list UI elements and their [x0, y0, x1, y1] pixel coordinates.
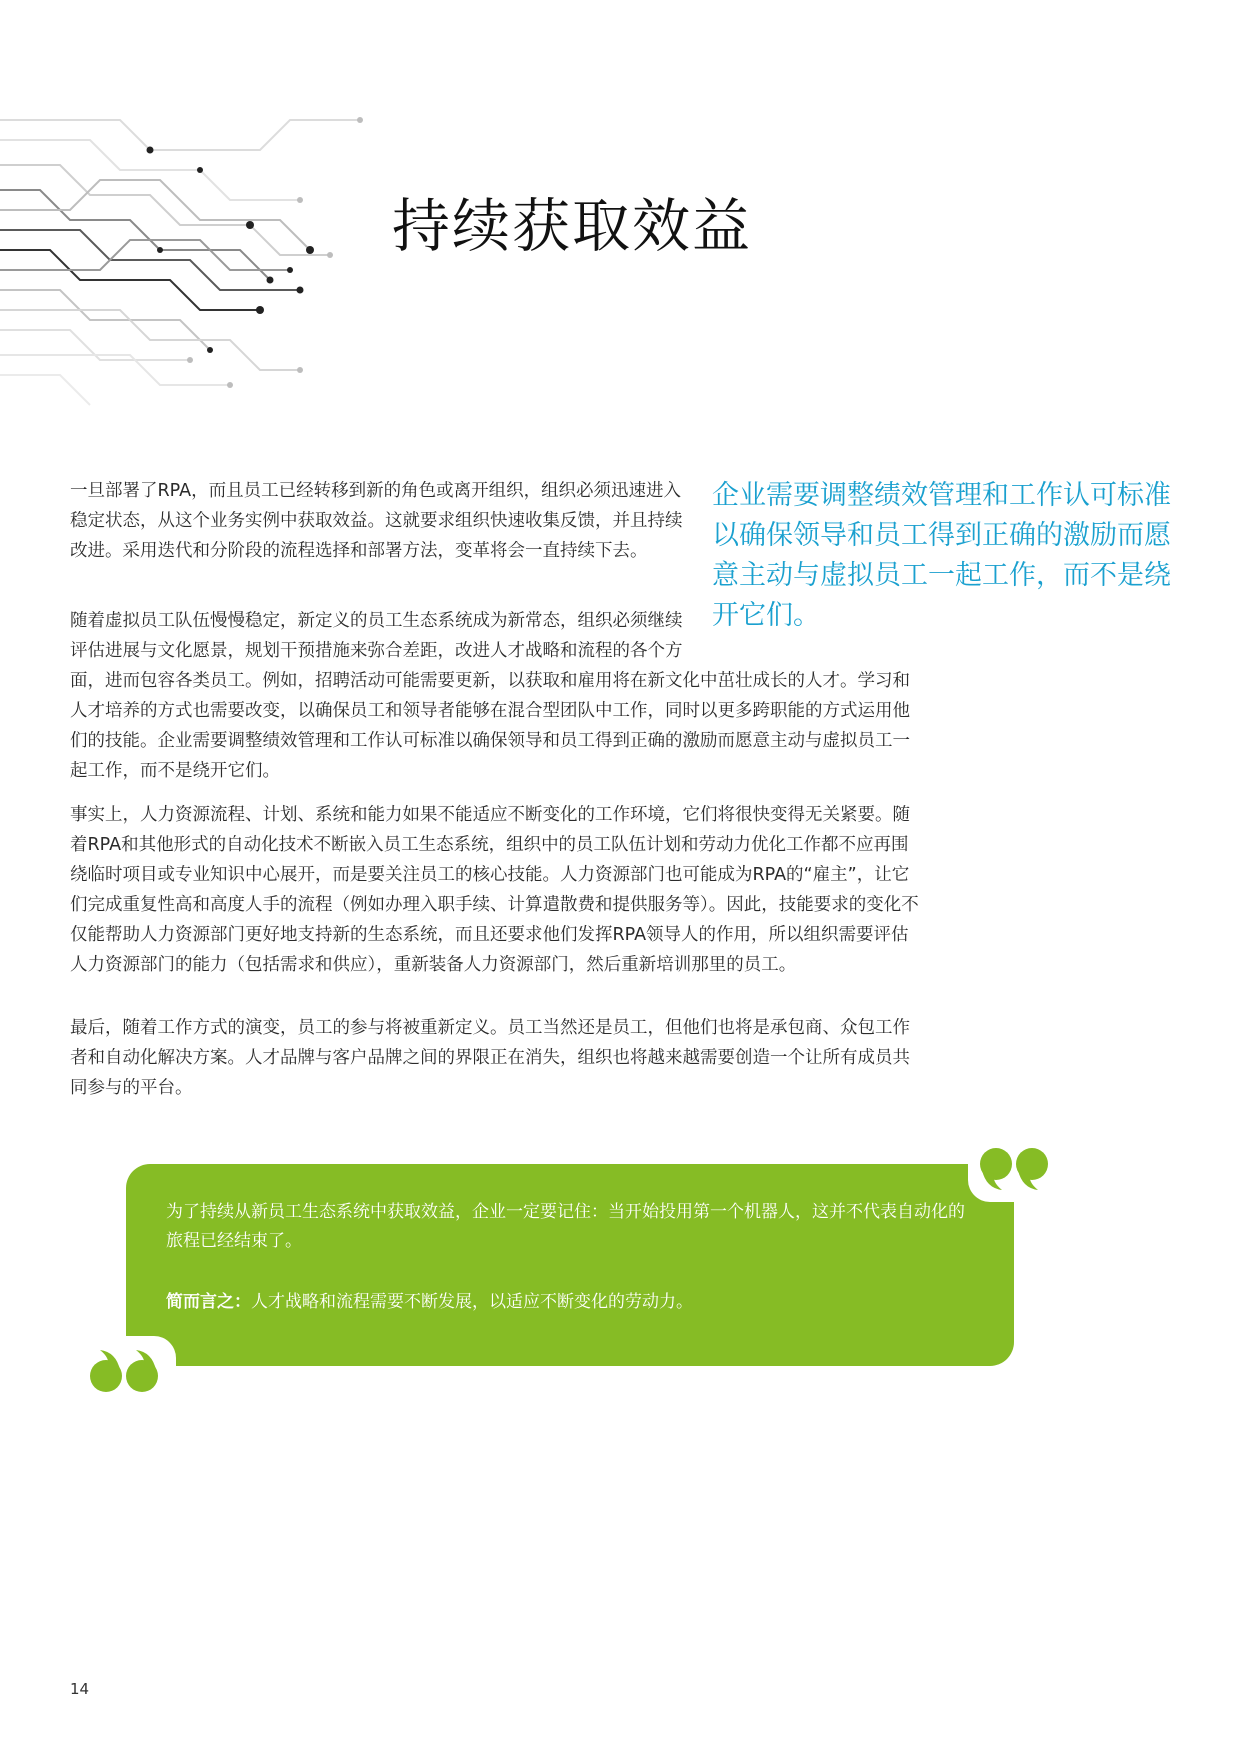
circuit-lines-graphic — [0, 70, 420, 410]
page-number: 14 — [70, 1680, 90, 1698]
quote-marks-icon — [86, 1346, 166, 1396]
quote-summary-text: 人才战略和流程需要不断发展，以适应不断变化的劳动力。 — [251, 1292, 693, 1312]
body-paragraph-2 — [70, 606, 920, 786]
quote-summary — [166, 1288, 966, 1317]
body-paragraph-3: 事实上，人力资源流程、计划、系统和能力如果不能适应不断变化的工作环境，它们将很快变得无关紧要。随着RPA和其他形式的自动化技术不断嵌入员工生态系统，组织中的员工队伍计划和劳动力优化工作都不应再围绕临时项目或专业知识中心展开，而是要关注员工的核心技能。人力资源部门也可能成为RPA的“雇主”，让它们完成重复性高和高度人手的流程（例如办理入职手续、计算遣散费和提供服务等）。因此，技能要求的变化不仅能帮助人力资源部门更好地支持新的生态系统，而且还要求他们发挥RPA领导人的作用，所以组织需要评估人力资源部门的能力（包括需求和供应），重新装备人力资源部门，然后重新培训那里的员工。 — [70, 805, 919, 975]
pull-quote: 企业需要调整绩效管理和工作认可标准以确保领导和员工得到正确的激励而愿意主动与虚拟员工一起工作，而不是绕开它们。 — [712, 480, 1171, 631]
quote-summary-label: 简而言之： — [166, 1292, 251, 1312]
body-paragraph-2-text: 随着虚拟员工队伍慢慢稳定，新定义的员工生态系统成为新常态，组织必须继续评估进展与文化愿景，规划干预措施来弥合差距，改进人才战略和流程的各个方面，进而包容各类员工。例如，招聘活动可能需要更新，以获取和雇用将在新文化中茁壮成长的人才。学习和人才培养的方式也需要改变，以确保员工和领导者能够在混合型团队中工作，同时以更多跨职能的方式运用他们的技能。企业需要调整绩效管理和工作认可标准以确保领导和员工得到正确的激励而愿意主动与虚拟员工一起工作，而不是绕开它们。 — [70, 611, 910, 781]
quote-box — [126, 1164, 1014, 1366]
pullquote-wrap-spacer — [695, 606, 920, 666]
body-paragraph-1: 一旦部署了RPA，而且员工已经转移到新的角色或离开组织，组织必须迅速进入稳定状态，从这个业务实例中获取效益。这就要求组织快速收集反馈，并且持续改进。采用迭代和分阶段的流程选择和部署方法，变革将会一直持续下去。 — [70, 481, 683, 561]
page-title: 持续获取效益 — [392, 192, 753, 260]
quote-text: 为了持续从新员工生态系统中获取效益，企业一定要记住：当开始投用第一个机器人，这并不代表自动化的旅程已经结束了。 — [166, 1202, 965, 1251]
quote-marks-icon — [976, 1144, 1056, 1194]
body-paragraph-4: 最后，随着工作方式的演变，员工的参与将被重新定义。员工当然还是员工，但他们也将是承包商、众包工作者和自动化解决方案。人才品牌与客户品牌之间的界限正在消失，组织也将越来越需要创造一个让所有成员共同参与的平台。 — [70, 1018, 910, 1098]
